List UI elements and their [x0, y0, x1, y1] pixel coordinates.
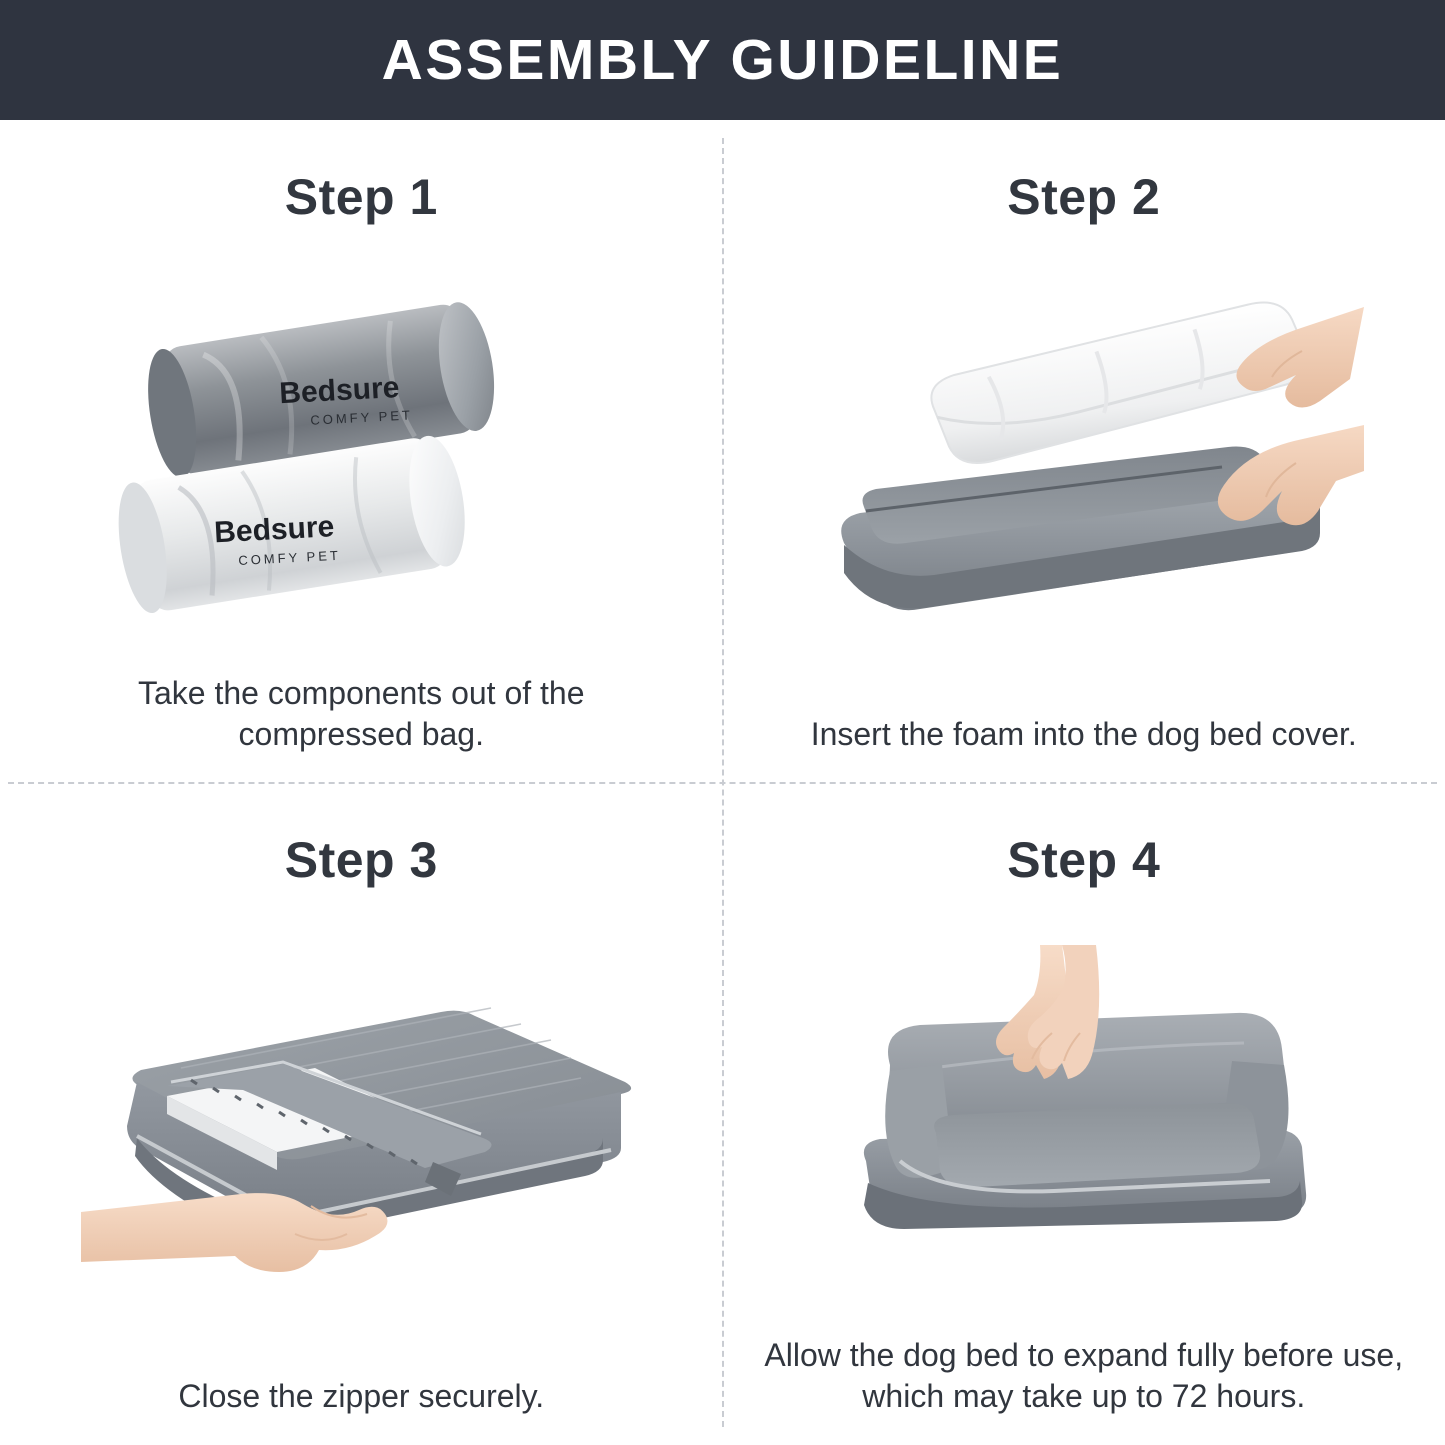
compressed-rolls-graphic: [101, 272, 621, 632]
svg-text:Bedsure: Bedsure: [213, 510, 336, 550]
step-1-illustration: [36, 232, 687, 673]
step-3-illustration: [36, 895, 687, 1377]
svg-text:COMFY PET: COMFY PET: [310, 407, 414, 429]
page-header: [0, 0, 1445, 120]
step-2-illustration: [759, 232, 1410, 714]
steps-grid: [0, 120, 1445, 1445]
step-1-caption: Take the components out of the compressed bag.: [137, 674, 585, 752]
step-4-illustration: [759, 895, 1410, 1336]
step-2-caption: Insert the foam into the dog bed cover.: [810, 715, 1357, 752]
svg-text:COMFY PET: COMFY PET: [238, 547, 342, 569]
step-2-title: Step 2: [1007, 169, 1161, 225]
step-cell-1: [0, 120, 723, 783]
step-4-caption: Allow the dog bed to expand fully before use, which may take up to 72 hours.: [764, 1337, 1404, 1415]
step-cell-2: [723, 120, 1445, 783]
step-1-title: Step 1: [284, 169, 438, 225]
hand-lower: [1218, 425, 1364, 525]
horizontal-divider: [8, 782, 1437, 784]
step-cell-3: [0, 783, 723, 1445]
step-3-caption: Close the zipper securely.: [178, 1378, 545, 1415]
step-cell-4: [723, 783, 1445, 1445]
step-4-title: Step 4: [1007, 831, 1161, 888]
step-3-title: Step 3: [284, 831, 438, 888]
insert-foam-graphic: [804, 293, 1364, 653]
expand-bed-graphic: [804, 945, 1364, 1285]
page-title: ASSEMBLY GUIDELINE: [381, 27, 1064, 92]
svg-text:Bedsure: Bedsure: [278, 371, 401, 411]
close-zipper-graphic: [81, 950, 641, 1320]
